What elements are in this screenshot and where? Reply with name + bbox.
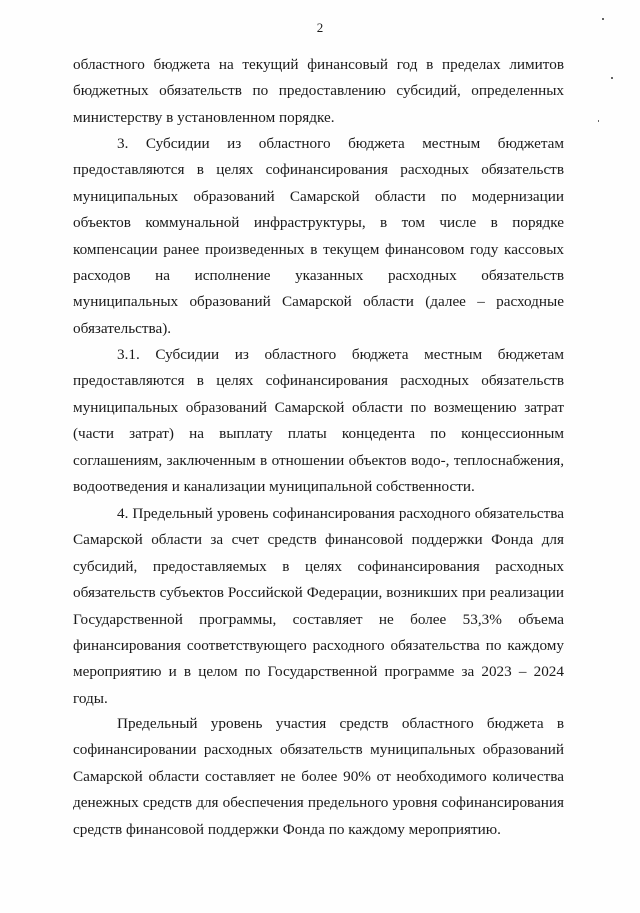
- page-number: 2: [316, 20, 324, 35]
- paragraph-text: Предельный уровень участия средств областного бюджета в софинансировании расходных обязательств муниципальных образований Самарской области составляет не более 90% от необходимого количества денежных средств для обеспечения предельного уровня софинансирования средств финансовой поддержки Фонда по каждому мероприятию.: [73, 715, 564, 838]
- paragraph-text: 3. Субсидии из областного бюджета местным бюджетам предоставляются в целях софинансирования расходных обязательств муниципальных образований Самарской области по модернизации объектов коммунальной инфраструктуры, в том числе в порядке компенсации ранее произведенных в текущем финансовом году кассовых расходов на исполнение указанных расходных обязательств муниципальных образований Самарской области (далее – расходные обязательства).: [73, 135, 564, 337]
- paragraph-continuation: [73, 52, 564, 131]
- paragraph-text: 4. Предельный уровень софинансирования расходного обязательства Самарской области за счет средств финансовой поддержки Фонда для субсидий, предоставляемых в целях софинансирования расходных обязательств субъектов Российской Федерации, возникших при реализации Государственной программы, составляет не более 53,3% объема финансирования соответствующего расходного обязательства по каждому мероприятию и в целом по Государственной программе за 2023 – 2024 годы.: [73, 505, 564, 707]
- paragraph-clause-3-1: [73, 342, 564, 500]
- paragraph-text: 3.1. Субсидии из областного бюджета местным бюджетам предоставляются в целях софинансирования расходных обязательств муниципальных образований Самарской области по возмещению затрат (части затрат) на выплату платы концедента по концессионным соглашениям, заключенным в отношении объектов водо-, теплоснабжения, водоотведения и канализации муниципальной собственности.: [73, 346, 564, 496]
- paragraph-participation-level: [73, 711, 564, 843]
- paragraph-clause-4: [73, 501, 564, 712]
- paragraph-text: областного бюджета на текущий финансовый год в пределах лимитов бюджетных обязательств по предоставлению субсидий, определенных министерству в установленном порядке.: [73, 56, 564, 126]
- scan-speck: [598, 120, 599, 122]
- paragraph-clause-3: [73, 131, 564, 342]
- scan-speck: [611, 77, 613, 79]
- scan-speck: [602, 18, 604, 20]
